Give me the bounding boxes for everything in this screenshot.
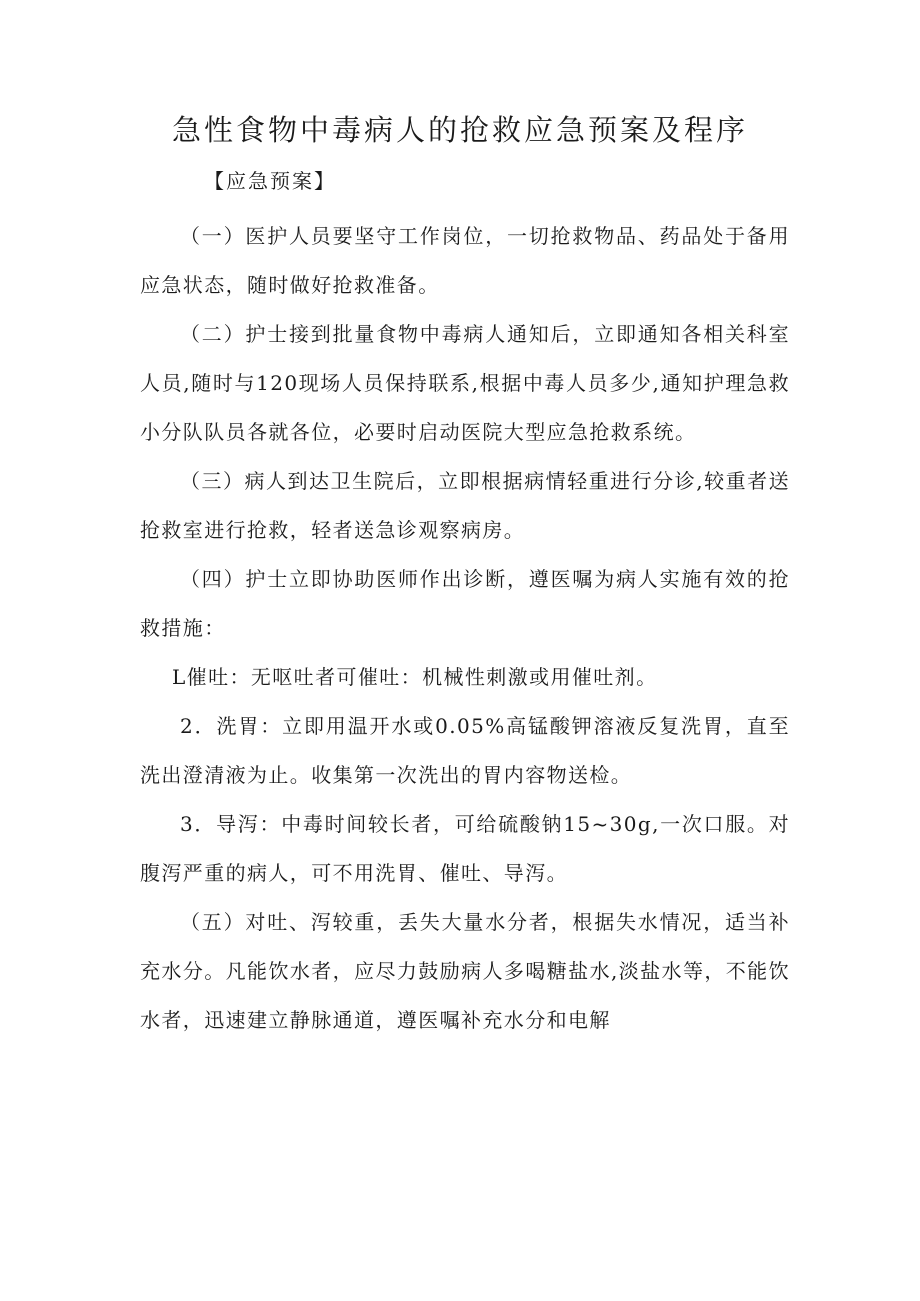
document-body [140, 212, 790, 1045]
paragraph-2: （二）护士接到批量食物中毒病人通知后，立即通知各相关科室人员,随时与120现场人员保持联系,根据中毒人员多少,通知护理急救小分队队员各就各位，必要时启动医院大型应急抢救系统。 [140, 322, 790, 444]
list-item-2: 2．洗胃：立即用温开水或0.05%高锰酸钾溶液反复洗胃，直至洗出澄清液为止。收集第一次洗出的胃内容物送检。 [140, 714, 790, 787]
list-item-3: 3．导泻：中毒时间较长者，可给硫酸钠15~30g,一次口服。对腹泻严重的病人，可不用洗胃、催吐、导泻。 [140, 812, 790, 885]
list-item-1: L催吐：无呕吐者可催吐：机械性刺激或用催吐剂。 [172, 665, 658, 689]
paragraph-3: （三）病人到达卫生院后，立即根据病情轻重进行分诊,较重者送抢救室进行抢救，轻者送急诊观察病房。 [140, 469, 790, 542]
section-heading: 【应急预案】 [204, 169, 336, 193]
paragraph-5: （五）对吐、泻较重，丢失大量水分者，根据失水情况，适当补充水分。凡能饮水者，应尽力鼓励病人多喝糖盐水,淡盐水等，不能饮水者，迅速建立静脉通道，遵医嘱补充水分和电解 [140, 910, 790, 1032]
paragraph-1: （一）医护人员要坚守工作岗位，一切抢救物品、药品处于备用应急状态，随时做好抢救准备。 [140, 224, 790, 297]
document-title: 急性食物中毒病人的抢救应急预案及程序 [171, 113, 748, 147]
paragraph-4: （四）护士立即协助医师作出诊断，遵医嘱为病人实施有效的抢救措施： [140, 567, 790, 640]
